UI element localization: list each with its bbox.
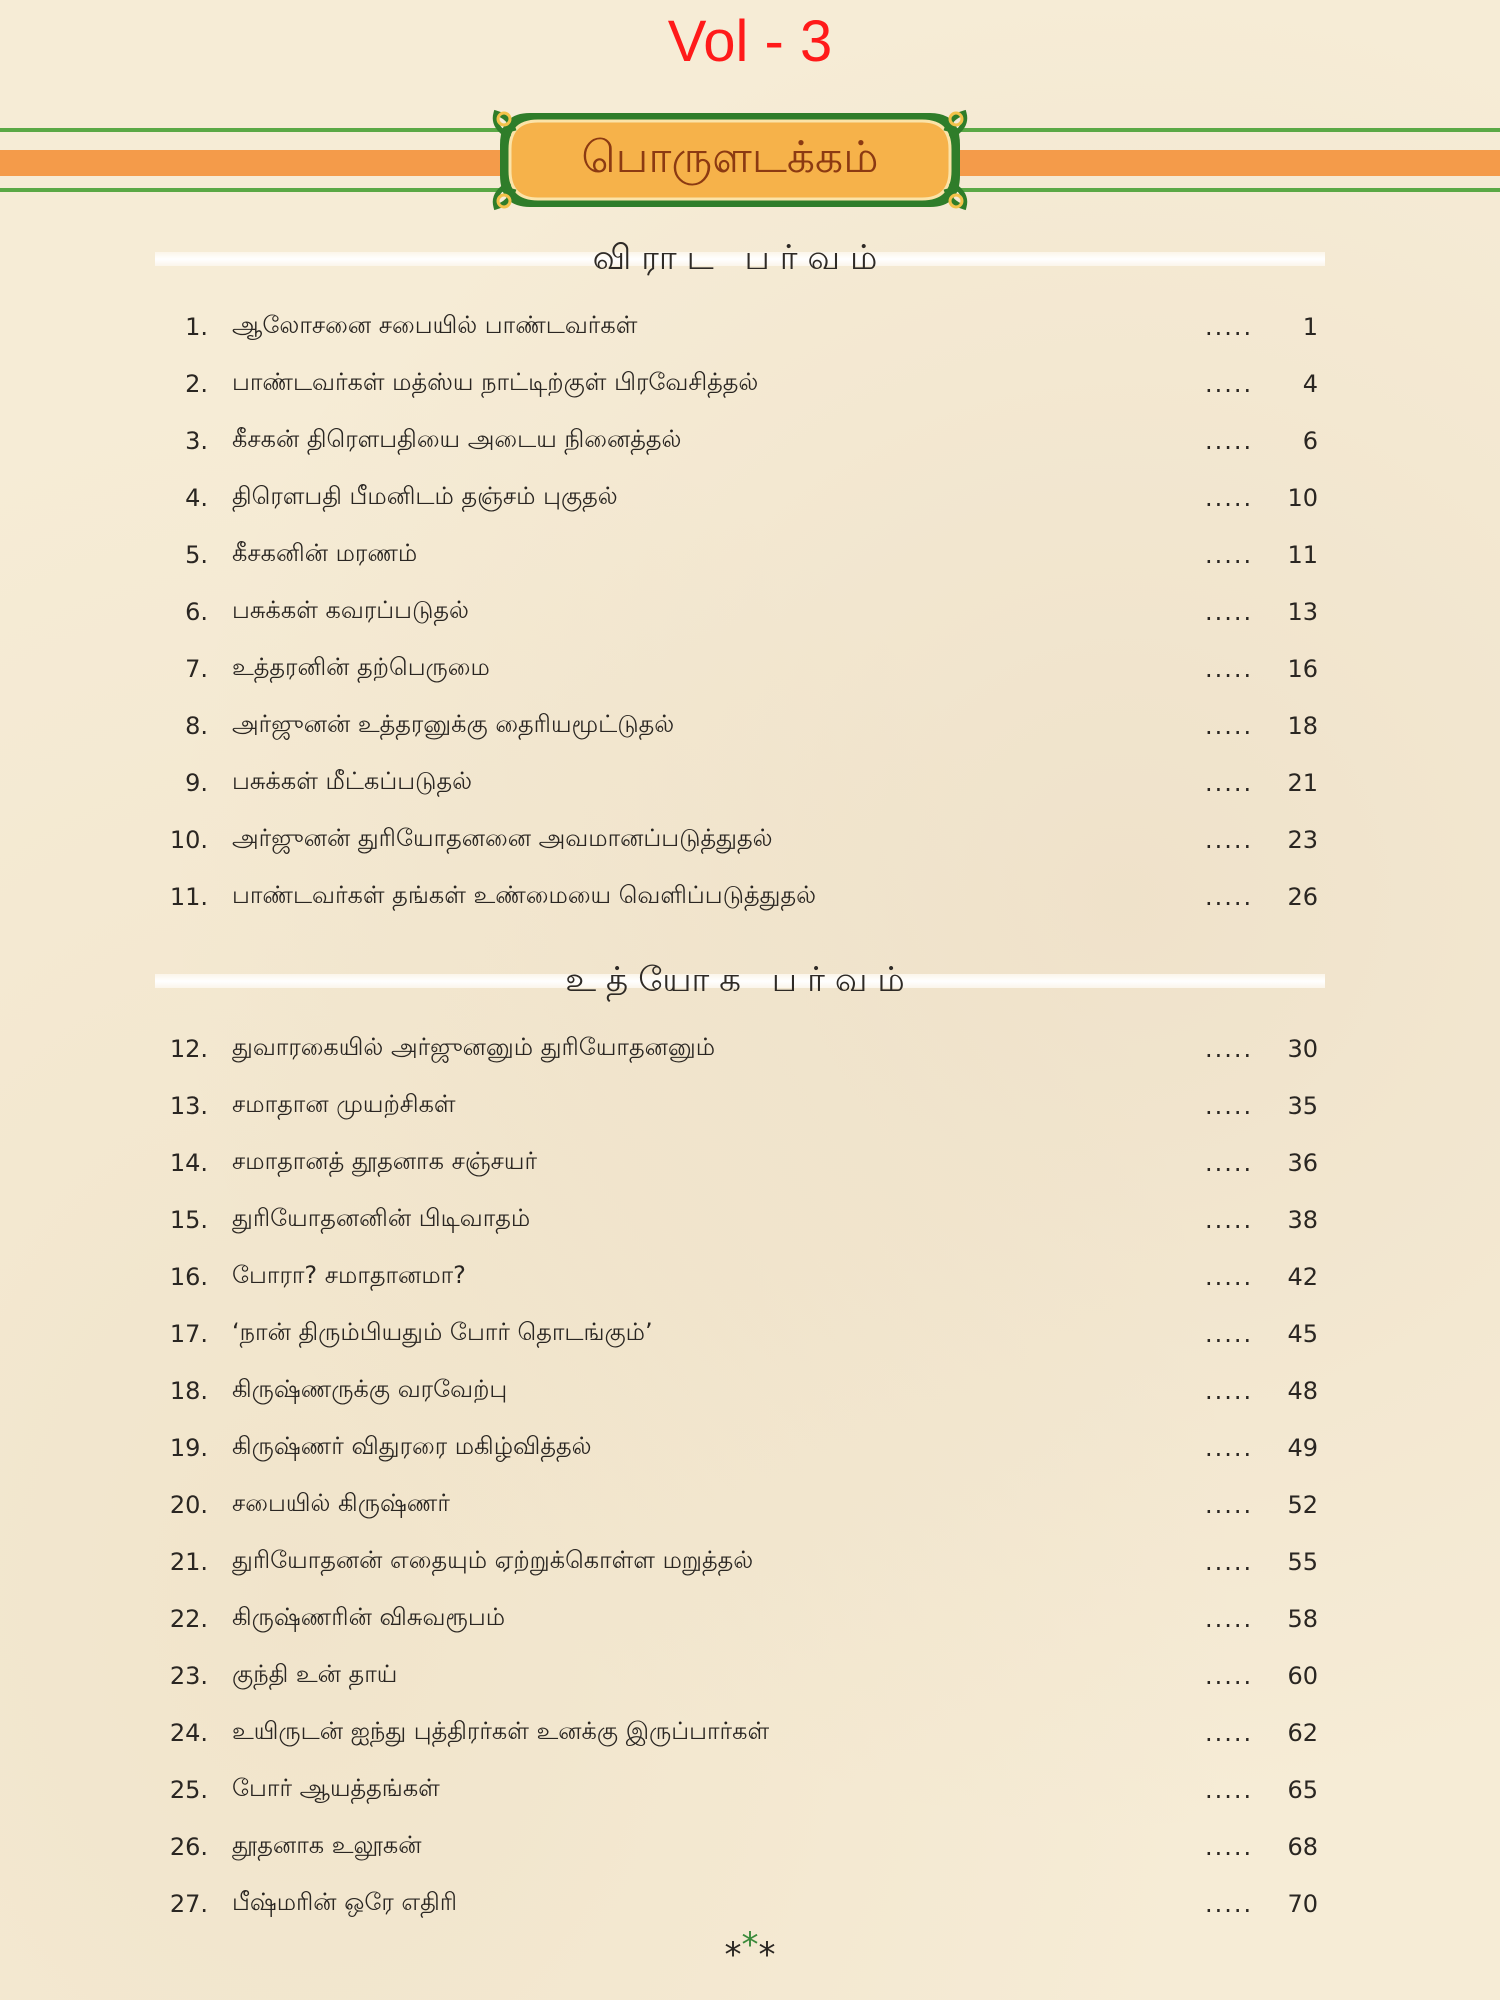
entry-leader-dots: ..... — [1205, 1091, 1254, 1120]
entry-page: 16 — [1287, 654, 1318, 683]
toc-entry[interactable] — [0, 1020, 1500, 1077]
entry-number: 3. — [185, 426, 208, 455]
entry-page: 70 — [1287, 1889, 1318, 1918]
entry-leader-dots: ..... — [1205, 597, 1254, 626]
toc-entry[interactable] — [0, 1191, 1500, 1248]
entry-leader-dots: ..... — [1205, 1718, 1254, 1747]
entry-number: 10. — [169, 825, 208, 854]
entry-number: 2. — [185, 369, 208, 398]
entry-leader-dots: ..... — [1205, 312, 1254, 341]
entry-page: 45 — [1287, 1319, 1318, 1348]
entry-page: 1 — [1302, 312, 1318, 341]
entry-title: பீஷ்மரின் ஒரே எதிரி — [232, 1888, 458, 1916]
toc-entry[interactable] — [0, 1419, 1500, 1476]
entry-page: 10 — [1287, 483, 1318, 512]
entry-title: போரா? சமாதானமா? — [232, 1261, 466, 1289]
entry-title: பாண்டவர்கள் தங்கள் உண்மையை வெளிப்படுத்துதல் — [232, 881, 817, 909]
toc-entry[interactable] — [0, 1305, 1500, 1362]
toc-entry[interactable] — [0, 1362, 1500, 1419]
entry-number: 17. — [169, 1319, 208, 1348]
entry-leader-dots: ..... — [1205, 654, 1254, 683]
entry-page: 21 — [1287, 768, 1318, 797]
toc-entry[interactable] — [0, 469, 1500, 526]
entry-leader-dots: ..... — [1205, 1490, 1254, 1519]
toc-entry[interactable] — [0, 697, 1500, 754]
entry-title: சமாதான முயற்சிகள் — [232, 1090, 456, 1118]
entry-title: சபையில் கிருஷ்ணர் — [232, 1489, 450, 1517]
entry-leader-dots: ..... — [1205, 426, 1254, 455]
entry-leader-dots: ..... — [1205, 825, 1254, 854]
star-icon: * — [758, 1935, 776, 1975]
entry-number: 7. — [185, 654, 208, 683]
entry-page: 55 — [1287, 1547, 1318, 1576]
entry-number: 24. — [169, 1718, 208, 1747]
toc-entry[interactable] — [0, 1704, 1500, 1761]
entry-number: 15. — [169, 1205, 208, 1234]
volume-label: Vol - 3 — [667, 9, 833, 74]
entry-page: 6 — [1302, 426, 1318, 455]
toc-entry[interactable] — [0, 298, 1500, 355]
toc-entry[interactable] — [0, 811, 1500, 868]
star-icon: * — [724, 1935, 742, 1975]
entry-leader-dots: ..... — [1205, 1205, 1254, 1234]
toc-entry[interactable] — [0, 412, 1500, 469]
toc-entry[interactable] — [0, 1818, 1500, 1875]
entry-number: 27. — [169, 1889, 208, 1918]
entry-leader-dots: ..... — [1205, 1148, 1254, 1177]
entry-page: 62 — [1287, 1718, 1318, 1747]
entry-page: 30 — [1287, 1034, 1318, 1063]
toc-list-section-1 — [0, 298, 1500, 925]
entry-number: 8. — [185, 711, 208, 740]
entry-title: ஆலோசனை சபையில் பாண்டவர்கள் — [232, 311, 638, 339]
entry-title: உயிருடன் ஐந்து புத்திரர்கள் உனக்கு இருப்பார்கள் — [232, 1717, 770, 1745]
toc-entry[interactable] — [0, 1476, 1500, 1533]
entry-title: ‘நான் திரும்பியதும் போர் தொடங்கும்’ — [232, 1318, 653, 1346]
entry-number: 14. — [169, 1148, 208, 1177]
entry-title: கிருஷ்ணரின் விசுவரூபம் — [232, 1603, 506, 1631]
entry-leader-dots: ..... — [1205, 1775, 1254, 1804]
entry-number: 19. — [169, 1433, 208, 1462]
entry-title: கிருஷ்ணருக்கு வரவேற்பு — [232, 1375, 508, 1403]
entry-number: 21. — [169, 1547, 208, 1576]
entry-leader-dots: ..... — [1205, 483, 1254, 512]
entry-page: 49 — [1287, 1433, 1318, 1462]
entry-leader-dots: ..... — [1205, 882, 1254, 911]
entry-leader-dots: ..... — [1205, 711, 1254, 740]
entry-page: 42 — [1287, 1262, 1318, 1291]
section-title: உத்யோக பர்வம் — [565, 960, 915, 1000]
toc-entry[interactable] — [0, 868, 1500, 925]
entry-number: 12. — [169, 1034, 208, 1063]
entry-title: துரியோதனன் எதையும் ஏற்றுக்கொள்ள மறுத்தல் — [232, 1546, 754, 1574]
entry-title: அர்ஜுனன் துரியோதனனை அவமானப்படுத்துதல் — [232, 824, 773, 852]
entry-leader-dots: ..... — [1205, 1832, 1254, 1861]
entry-page: 18 — [1287, 711, 1318, 740]
entry-page: 60 — [1287, 1661, 1318, 1690]
entry-title: பசுக்கள் கவரப்படுதல் — [232, 596, 469, 624]
entry-page: 58 — [1287, 1604, 1318, 1633]
entry-title: கீசகன் திரௌபதியை அடைய நினைத்தல் — [232, 425, 682, 453]
section-header-virata — [155, 236, 1325, 284]
entry-title: துவாரகையில் அர்ஜுனனும் துரியோதனனும் — [232, 1033, 716, 1061]
title-badge — [490, 105, 970, 215]
entry-number: 25. — [169, 1775, 208, 1804]
entry-page: 11 — [1287, 540, 1318, 569]
entry-number: 22. — [169, 1604, 208, 1633]
entry-page: 4 — [1302, 369, 1318, 398]
entry-page: 52 — [1287, 1490, 1318, 1519]
toc-entry[interactable] — [0, 1875, 1500, 1932]
entry-page: 68 — [1287, 1832, 1318, 1861]
entry-page: 26 — [1287, 882, 1318, 911]
entry-title: சமாதானத் தூதனாக சஞ்சயர் — [232, 1147, 538, 1175]
end-ornament — [0, 1925, 1500, 1975]
entry-leader-dots: ..... — [1205, 1034, 1254, 1063]
entry-title: திரௌபதி பீமனிடம் தஞ்சம் புகுதல் — [232, 482, 618, 510]
entry-number: 23. — [169, 1661, 208, 1690]
entry-title: தூதனாக உலூகன் — [232, 1831, 422, 1859]
toc-entry[interactable] — [0, 1248, 1500, 1305]
section-header-udyoga — [155, 958, 1325, 1006]
entry-page: 13 — [1287, 597, 1318, 626]
entry-leader-dots: ..... — [1205, 1262, 1254, 1291]
entry-leader-dots: ..... — [1205, 369, 1254, 398]
toc-entry[interactable] — [0, 754, 1500, 811]
entry-title: பசுக்கள் மீட்கப்படுதல் — [232, 767, 473, 795]
toc-entry[interactable] — [0, 1533, 1500, 1590]
entry-title: குந்தி உன் தாய் — [232, 1660, 398, 1688]
entry-page: 36 — [1287, 1148, 1318, 1177]
entry-number: 20. — [169, 1490, 208, 1519]
toc-entry[interactable] — [0, 355, 1500, 412]
entry-leader-dots: ..... — [1205, 1661, 1254, 1690]
entry-leader-dots: ..... — [1205, 1319, 1254, 1348]
entry-leader-dots: ..... — [1205, 768, 1254, 797]
entry-page: 65 — [1287, 1775, 1318, 1804]
entry-page: 48 — [1287, 1376, 1318, 1405]
toc-list-section-2 — [0, 1020, 1500, 1932]
entry-title: துரியோதனனின் பிடிவாதம் — [232, 1204, 531, 1232]
entry-title: போர் ஆயத்தங்கள் — [232, 1774, 440, 1802]
entry-leader-dots: ..... — [1205, 1376, 1254, 1405]
entry-number: 11. — [169, 882, 208, 911]
entry-number: 6. — [185, 597, 208, 626]
entry-number: 18. — [169, 1376, 208, 1405]
entry-title: பாண்டவர்கள் மத்ஸ்ய நாட்டிற்குள் பிரவேசித்தல் — [232, 368, 759, 396]
entry-page: 38 — [1287, 1205, 1318, 1234]
toc-entry[interactable] — [0, 526, 1500, 583]
entry-leader-dots: ..... — [1205, 1889, 1254, 1918]
entry-leader-dots: ..... — [1205, 1433, 1254, 1462]
page-title: பொருளடக்கம் — [581, 131, 879, 183]
toc-entry[interactable] — [0, 583, 1500, 640]
entry-page: 23 — [1287, 825, 1318, 854]
entry-number: 16. — [169, 1262, 208, 1291]
entry-leader-dots: ..... — [1205, 540, 1254, 569]
entry-number: 5. — [185, 540, 208, 569]
entry-title: உத்தரனின் தற்பெருமை — [232, 653, 490, 681]
entry-number: 26. — [169, 1832, 208, 1861]
toc-entry[interactable] — [0, 1761, 1500, 1818]
toc-entry[interactable] — [0, 1647, 1500, 1704]
section-title: விராட பர்வம் — [592, 238, 888, 278]
toc-entry[interactable] — [0, 640, 1500, 697]
toc-entry[interactable] — [0, 1134, 1500, 1191]
entry-title: கீசகனின் மரணம் — [232, 539, 418, 567]
entry-leader-dots: ..... — [1205, 1604, 1254, 1633]
toc-entry[interactable] — [0, 1077, 1500, 1134]
toc-entry[interactable] — [0, 1590, 1500, 1647]
entry-title: அர்ஜுனன் உத்தரனுக்கு தைரியமூட்டுதல் — [232, 710, 675, 738]
entry-number: 4. — [185, 483, 208, 512]
entry-title: கிருஷ்ணர் விதுரரை மகிழ்வித்தல் — [232, 1432, 592, 1460]
entry-page: 35 — [1287, 1091, 1318, 1120]
star-icon: * — [741, 1925, 759, 1965]
entry-leader-dots: ..... — [1205, 1547, 1254, 1576]
entry-number: 1. — [185, 312, 208, 341]
entry-number: 13. — [169, 1091, 208, 1120]
entry-number: 9. — [185, 768, 208, 797]
